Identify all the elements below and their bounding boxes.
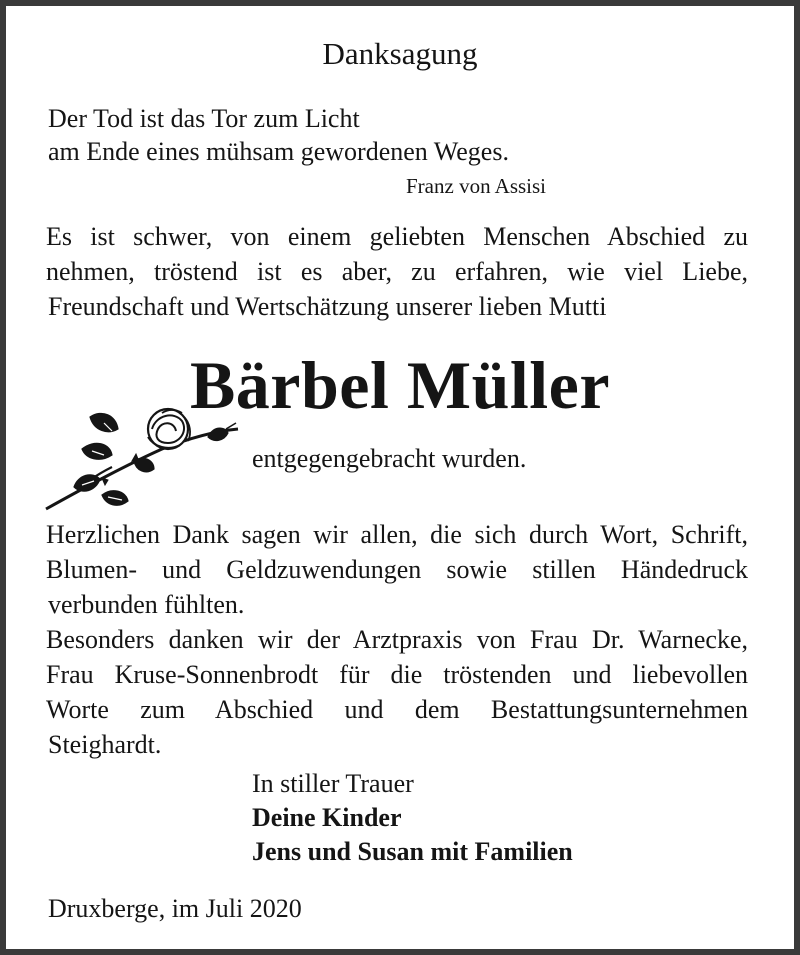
thanks-line-2: Blumen- und Geldzuwendungen sowie stillen Händedruck [46,555,748,584]
quote-line-2: am Ende eines mühsam gewordenen Weges. [48,137,509,166]
thanks-line-4: Besonders danken wir der Arztpraxis von Frau Dr. Warnecke, [46,625,748,654]
thanks-line-7: Steighardt. [48,730,162,759]
after-name-text: entgegengebracht wurden. [252,444,527,473]
thanks-line-3: verbunden fühlten. [48,590,245,619]
intro-line-1: Es ist schwer, von einem geliebten Menschen Abschied zu [46,222,748,251]
intro-line-3: Freundschaft und Wertschätzung unserer lieben Mutti [48,292,607,321]
page-title: Danksagung [322,36,478,71]
place-date: Druxberge, im Juli 2020 [48,894,302,923]
signature-line-1: In stiller Trauer [252,769,414,798]
signature-line-3: Jens und Susan mit Familien [252,837,573,866]
quote-author: Franz von Assisi [406,174,547,198]
signature-line-2: Deine Kinder [252,803,402,832]
quote-line-1: Der Tod ist das Tor zum Licht [48,104,360,133]
thanks-line-1: Herzlichen Dank sagen wir allen, die sich durch Wort, Schrift, [46,520,748,549]
intro-line-2: nehmen, tröstend ist es aber, zu erfahren, wie viel Liebe, [46,257,748,286]
rose-icon [42,401,242,516]
thanks-line-6: Worte zum Abschied und dem Bestattungsunternehmen [46,695,748,724]
deceased-name: Bärbel Müller [189,347,611,423]
thanks-line-5: Frau Kruse-Sonnenbrodt für die tröstenden und liebevollen [46,660,748,689]
